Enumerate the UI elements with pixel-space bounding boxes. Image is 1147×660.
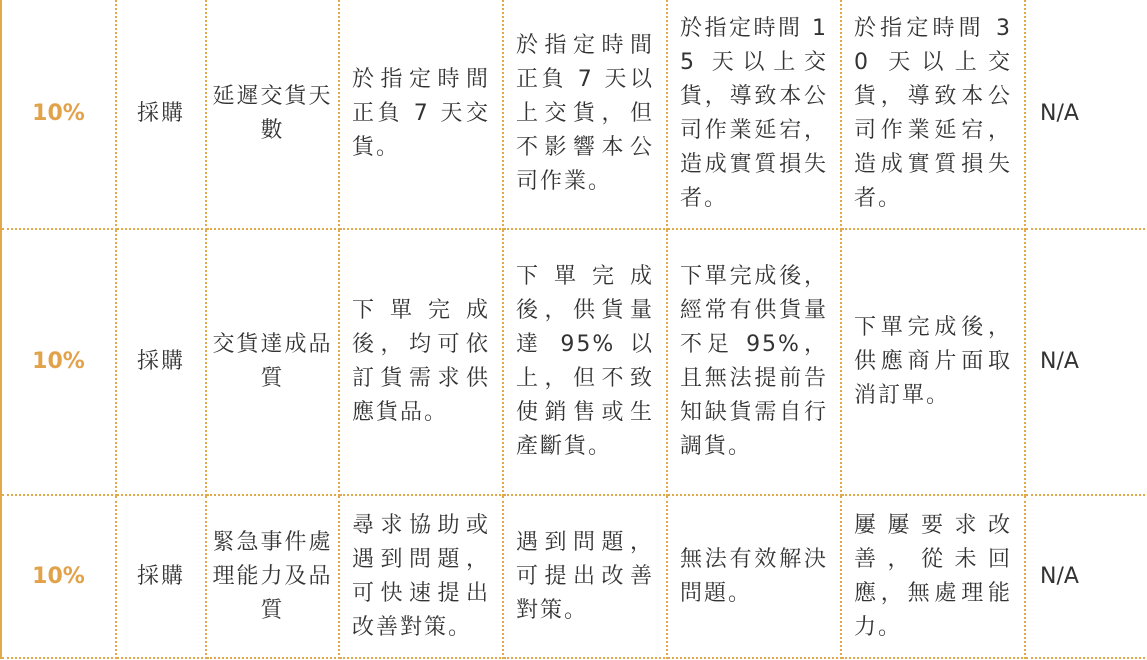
na-cell: N/A bbox=[1025, 0, 1147, 229]
weight-cell: 10% bbox=[1, 0, 116, 229]
level-4-cell: 於指定時間 30 天以上交貨，導致本公司作業延宕，造成實質損失者。 bbox=[841, 0, 1025, 229]
level-1-cell: 於指定時間正負 7 天交貨。 bbox=[339, 0, 503, 229]
level-2-cell: 下單完成後，供貨量達 95% 以上，但不致使銷售或生產斷貨。 bbox=[503, 229, 667, 495]
na-cell: N/A bbox=[1025, 495, 1147, 658]
table-row bbox=[1, 495, 1147, 658]
na-cell: N/A bbox=[1025, 229, 1147, 495]
level-1-cell: 下單完成後，均可依訂貨需求供應貨品。 bbox=[339, 229, 503, 495]
level-2-cell: 遇到問題，可提出改善對策。 bbox=[503, 495, 667, 658]
weight-cell: 10% bbox=[1, 229, 116, 495]
table-row bbox=[1, 229, 1147, 495]
table-row bbox=[1, 0, 1147, 229]
criteria-cell: 交貨達成品質 bbox=[206, 229, 339, 495]
department-cell: 採購 bbox=[116, 495, 206, 658]
department-cell: 採購 bbox=[116, 229, 206, 495]
level-4-cell: 屢屢要求改善，從未回應，無處理能力。 bbox=[841, 495, 1025, 658]
criteria-cell: 緊急事件處理能力及品質 bbox=[206, 495, 339, 658]
weight-cell: 10% bbox=[1, 495, 116, 658]
level-2-cell: 於指定時間正負 7 天以上交貨，但不影響本公司作業。 bbox=[503, 0, 667, 229]
level-3-cell: 無法有效解決問題。 bbox=[667, 495, 841, 658]
department-cell: 採購 bbox=[116, 0, 206, 229]
level-4-cell: 下單完成後，供應商片面取消訂單。 bbox=[841, 229, 1025, 495]
level-1-cell: 尋求協助或遇到問題，可快速提出改善對策。 bbox=[339, 495, 503, 658]
criteria-cell: 延遲交貨天數 bbox=[206, 0, 339, 229]
level-3-cell: 於指定時間 15 天以上交貨，導致本公司作業延宕，造成實質損失者。 bbox=[667, 0, 841, 229]
level-3-cell: 下單完成後，經常有供貨量不足 95%，且無法提前告知缺貨需自行調貨。 bbox=[667, 229, 841, 495]
